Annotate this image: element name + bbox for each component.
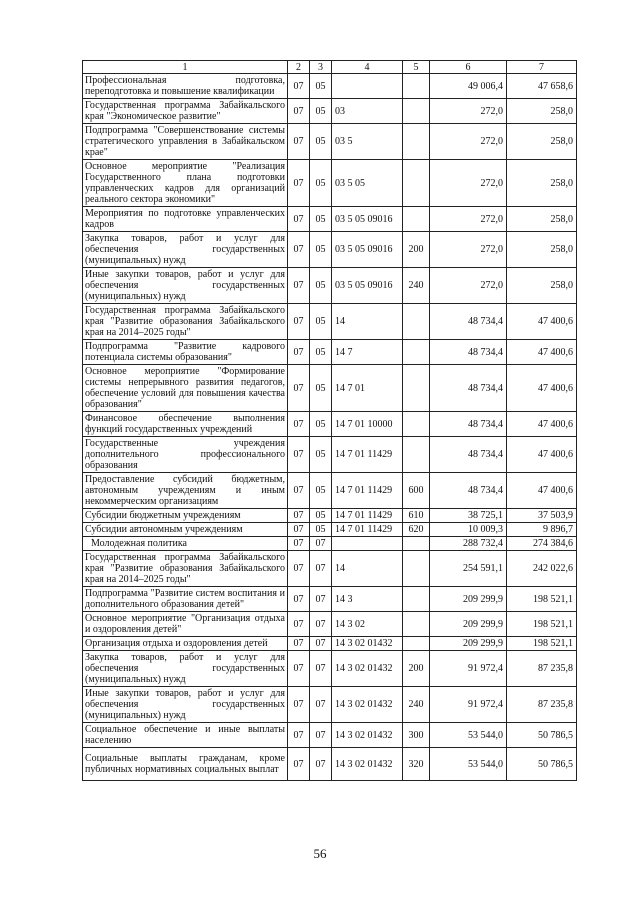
row-name: Государственная программа Забайкальского края "Развитие образования Забайкальского края на 2014–2025 годы" bbox=[83, 304, 288, 340]
row-expense-type bbox=[403, 412, 430, 437]
row-section: 07 bbox=[288, 651, 310, 687]
row-subsection: 05 bbox=[310, 74, 332, 99]
row-subsection: 07 bbox=[310, 723, 332, 748]
row-name: Закупка товаров, работ и услуг для обеспечения государственных (муниципальных) нужд bbox=[83, 232, 288, 268]
row-expense-type bbox=[403, 637, 430, 651]
row-subsection: 05 bbox=[310, 473, 332, 509]
row-section: 07 bbox=[288, 74, 310, 99]
row-target-code: 14 7 01 10000 bbox=[332, 412, 403, 437]
row-amount-2: 258,0 bbox=[507, 232, 577, 268]
row-amount-2: 47 400,6 bbox=[507, 304, 577, 340]
row-name: Мероприятия по подготовке управленческих кадров bbox=[83, 207, 288, 232]
row-section: 07 bbox=[288, 612, 310, 637]
table-row bbox=[83, 160, 577, 207]
row-amount-2: 258,0 bbox=[507, 99, 577, 124]
table-row bbox=[83, 612, 577, 637]
row-section: 07 bbox=[288, 523, 310, 537]
row-expense-type: 240 bbox=[403, 687, 430, 723]
row-target-code: 14 7 01 11429 bbox=[332, 509, 403, 523]
row-name: Государственная программа Забайкальского края "Экономическое развитие" bbox=[83, 99, 288, 124]
row-subsection: 07 bbox=[310, 651, 332, 687]
row-name: Иные закупки товаров, работ и услуг для обеспечения государственных (муниципальных) нужд bbox=[83, 268, 288, 304]
table-row bbox=[83, 687, 577, 723]
row-target-code bbox=[332, 74, 403, 99]
row-subsection: 05 bbox=[310, 412, 332, 437]
col-header-2: 2 bbox=[288, 61, 310, 74]
row-name: Иные закупки товаров, работ и услуг для обеспечения государственных (муниципальных) нужд bbox=[83, 687, 288, 723]
row-subsection: 05 bbox=[310, 437, 332, 473]
row-amount-1: 48 734,4 bbox=[430, 304, 507, 340]
row-expense-type bbox=[403, 340, 430, 365]
row-section: 07 bbox=[288, 412, 310, 437]
row-section: 07 bbox=[288, 340, 310, 365]
table-row bbox=[83, 365, 577, 412]
row-amount-2: 198 521,1 bbox=[507, 637, 577, 651]
table-row bbox=[83, 124, 577, 160]
row-name: Основное мероприятие "Формирование системы непрерывного развития педагогов, обеспечение условий для повышения качества образования" bbox=[83, 365, 288, 412]
row-target-code: 03 bbox=[332, 99, 403, 124]
row-subsection: 07 bbox=[310, 687, 332, 723]
row-amount-1: 48 734,4 bbox=[430, 340, 507, 365]
table-row bbox=[83, 99, 577, 124]
row-target-code: 14 3 02 01432 bbox=[332, 723, 403, 748]
table-row bbox=[83, 509, 577, 523]
row-section: 07 bbox=[288, 551, 310, 587]
row-section: 07 bbox=[288, 587, 310, 612]
row-subsection: 07 bbox=[310, 587, 332, 612]
row-expense-type bbox=[403, 587, 430, 612]
row-subsection: 05 bbox=[310, 340, 332, 365]
row-amount-1: 209 299,9 bbox=[430, 637, 507, 651]
table-row bbox=[83, 412, 577, 437]
row-expense-type bbox=[403, 160, 430, 207]
row-name: Молодежная политика bbox=[83, 537, 288, 551]
row-name: Субсидии автономным учреждениям bbox=[83, 523, 288, 537]
col-header-3: 3 bbox=[310, 61, 332, 74]
table-row bbox=[83, 551, 577, 587]
row-name: Социальное обеспечение и иные выплаты населению bbox=[83, 723, 288, 748]
row-name: Подпрограмма "Совершенствование системы стратегического управления в Забайкальском крае" bbox=[83, 124, 288, 160]
col-header-6: 6 bbox=[430, 61, 507, 74]
col-header-7: 7 bbox=[507, 61, 577, 74]
row-amount-2: 274 384,6 bbox=[507, 537, 577, 551]
row-target-code: 14 bbox=[332, 551, 403, 587]
row-amount-2: 198 521,1 bbox=[507, 612, 577, 637]
row-amount-2: 258,0 bbox=[507, 124, 577, 160]
row-amount-1: 209 299,9 bbox=[430, 612, 507, 637]
row-amount-2: 87 235,8 bbox=[507, 651, 577, 687]
row-section: 07 bbox=[288, 473, 310, 509]
row-amount-1: 209 299,9 bbox=[430, 587, 507, 612]
row-section: 07 bbox=[288, 304, 310, 340]
row-name: Предоставление субсидий бюджетным, автономным учреждениям и иным некоммерческим организациям bbox=[83, 473, 288, 509]
table-row bbox=[83, 537, 577, 551]
row-name: Профессиональная подготовка, переподготовка и повышение квалификации bbox=[83, 74, 288, 99]
row-amount-2: 47 400,6 bbox=[507, 340, 577, 365]
row-expense-type bbox=[403, 365, 430, 412]
row-subsection: 05 bbox=[310, 232, 332, 268]
row-subsection: 05 bbox=[310, 509, 332, 523]
row-target-code: 14 3 02 01432 bbox=[332, 687, 403, 723]
row-target-code: 03 5 05 09016 bbox=[332, 232, 403, 268]
row-subsection: 05 bbox=[310, 160, 332, 207]
row-amount-2: 50 786,5 bbox=[507, 723, 577, 748]
row-expense-type: 200 bbox=[403, 232, 430, 268]
table-row bbox=[83, 437, 577, 473]
table-row bbox=[83, 268, 577, 304]
row-amount-2: 87 235,8 bbox=[507, 687, 577, 723]
row-target-code: 14 bbox=[332, 304, 403, 340]
row-target-code bbox=[332, 537, 403, 551]
table-row bbox=[83, 748, 577, 781]
row-target-code: 14 7 01 11429 bbox=[332, 523, 403, 537]
row-expense-type: 200 bbox=[403, 651, 430, 687]
row-amount-1: 38 725,1 bbox=[430, 509, 507, 523]
budget-table bbox=[82, 60, 577, 781]
row-name: Закупка товаров, работ и услуг для обеспечения государственных (муниципальных) нужд bbox=[83, 651, 288, 687]
row-expense-type: 610 bbox=[403, 509, 430, 523]
row-expense-type bbox=[403, 612, 430, 637]
row-section: 07 bbox=[288, 637, 310, 651]
row-expense-type bbox=[403, 537, 430, 551]
row-subsection: 05 bbox=[310, 268, 332, 304]
row-subsection: 07 bbox=[310, 637, 332, 651]
row-section: 07 bbox=[288, 748, 310, 781]
row-expense-type: 320 bbox=[403, 748, 430, 781]
row-amount-1: 10 009,3 bbox=[430, 523, 507, 537]
row-section: 07 bbox=[288, 124, 310, 160]
row-amount-2: 47 400,6 bbox=[507, 365, 577, 412]
row-name: Социальные выплаты гражданам, кроме публичных нормативных социальных выплат bbox=[83, 748, 288, 781]
row-amount-2: 198 521,1 bbox=[507, 587, 577, 612]
row-target-code: 03 5 05 09016 bbox=[332, 207, 403, 232]
row-amount-1: 48 734,4 bbox=[430, 365, 507, 412]
table-row bbox=[83, 651, 577, 687]
row-name: Подпрограмма "Развитие кадрового потенциала системы образования" bbox=[83, 340, 288, 365]
row-target-code: 03 5 05 09016 bbox=[332, 268, 403, 304]
row-amount-2: 258,0 bbox=[507, 268, 577, 304]
row-expense-type bbox=[403, 437, 430, 473]
row-amount-2: 37 503,9 bbox=[507, 509, 577, 523]
row-subsection: 07 bbox=[310, 537, 332, 551]
row-subsection: 07 bbox=[310, 551, 332, 587]
row-name: Подпрограмма "Развитие систем воспитания и дополнительного образования детей" bbox=[83, 587, 288, 612]
row-target-code: 03 5 bbox=[332, 124, 403, 160]
row-amount-1: 91 972,4 bbox=[430, 651, 507, 687]
col-header-1: 1 bbox=[83, 61, 288, 74]
row-subsection: 05 bbox=[310, 304, 332, 340]
row-name: Государственная программа Забайкальского края "Развитие образования Забайкальского края на 2014–2025 годы" bbox=[83, 551, 288, 587]
row-amount-2: 47 400,6 bbox=[507, 473, 577, 509]
col-header-4: 4 bbox=[332, 61, 403, 74]
row-target-code: 14 3 02 bbox=[332, 612, 403, 637]
row-expense-type bbox=[403, 304, 430, 340]
row-amount-2: 47 400,6 bbox=[507, 437, 577, 473]
table-row bbox=[83, 523, 577, 537]
row-expense-type bbox=[403, 124, 430, 160]
table-row bbox=[83, 340, 577, 365]
row-amount-2: 242 022,6 bbox=[507, 551, 577, 587]
table-row bbox=[83, 207, 577, 232]
row-amount-2: 47 400,6 bbox=[507, 412, 577, 437]
row-section: 07 bbox=[288, 723, 310, 748]
row-expense-type: 600 bbox=[403, 473, 430, 509]
row-target-code: 14 3 bbox=[332, 587, 403, 612]
row-subsection: 05 bbox=[310, 523, 332, 537]
row-subsection: 05 bbox=[310, 365, 332, 412]
row-amount-1: 288 732,4 bbox=[430, 537, 507, 551]
col-header-5: 5 bbox=[403, 61, 430, 74]
row-expense-type: 620 bbox=[403, 523, 430, 537]
row-section: 07 bbox=[288, 99, 310, 124]
row-amount-1: 272,0 bbox=[430, 160, 507, 207]
table-row bbox=[83, 304, 577, 340]
row-section: 07 bbox=[288, 437, 310, 473]
row-amount-1: 91 972,4 bbox=[430, 687, 507, 723]
row-target-code: 14 3 02 01432 bbox=[332, 637, 403, 651]
header-row bbox=[83, 61, 577, 74]
row-expense-type bbox=[403, 74, 430, 99]
row-name: Основное мероприятие "Реализация Государственного плана подготовки управленческих кадров для организаций реального сектора экономики" bbox=[83, 160, 288, 207]
row-section: 07 bbox=[288, 268, 310, 304]
row-expense-type bbox=[403, 551, 430, 587]
row-amount-1: 272,0 bbox=[430, 207, 507, 232]
row-target-code: 14 3 02 01432 bbox=[332, 651, 403, 687]
row-amount-1: 53 544,0 bbox=[430, 748, 507, 781]
row-amount-1: 272,0 bbox=[430, 232, 507, 268]
row-name: Организация отдыха и оздоровления детей bbox=[83, 637, 288, 651]
table-row bbox=[83, 637, 577, 651]
row-target-code: 14 7 bbox=[332, 340, 403, 365]
row-amount-1: 254 591,1 bbox=[430, 551, 507, 587]
row-subsection: 05 bbox=[310, 124, 332, 160]
row-name: Финансовое обеспечение выполнения функций государственных учреждений bbox=[83, 412, 288, 437]
row-target-code: 14 7 01 11429 bbox=[332, 437, 403, 473]
row-amount-1: 49 006,4 bbox=[430, 74, 507, 99]
table-row bbox=[83, 74, 577, 99]
row-section: 07 bbox=[288, 160, 310, 207]
row-expense-type bbox=[403, 207, 430, 232]
row-subsection: 05 bbox=[310, 99, 332, 124]
row-expense-type: 240 bbox=[403, 268, 430, 304]
row-amount-2: 50 786,5 bbox=[507, 748, 577, 781]
row-section: 07 bbox=[288, 509, 310, 523]
row-amount-2: 258,0 bbox=[507, 160, 577, 207]
row-subsection: 07 bbox=[310, 612, 332, 637]
row-target-code: 14 7 01 11429 bbox=[332, 473, 403, 509]
row-amount-2: 258,0 bbox=[507, 207, 577, 232]
table-body bbox=[83, 74, 577, 781]
row-amount-2: 47 658,6 bbox=[507, 74, 577, 99]
table-row bbox=[83, 587, 577, 612]
row-amount-1: 48 734,4 bbox=[430, 437, 507, 473]
row-section: 07 bbox=[288, 232, 310, 268]
row-target-code: 03 5 05 bbox=[332, 160, 403, 207]
row-amount-1: 48 734,4 bbox=[430, 412, 507, 437]
row-section: 07 bbox=[288, 687, 310, 723]
row-amount-1: 272,0 bbox=[430, 268, 507, 304]
row-amount-1: 272,0 bbox=[430, 99, 507, 124]
row-name: Основное мероприятие "Организация отдыха и оздоровления детей" bbox=[83, 612, 288, 637]
row-amount-1: 48 734,4 bbox=[430, 473, 507, 509]
row-target-code: 14 7 01 bbox=[332, 365, 403, 412]
row-section: 07 bbox=[288, 537, 310, 551]
row-target-code: 14 3 02 01432 bbox=[332, 748, 403, 781]
table-row bbox=[83, 232, 577, 268]
row-subsection: 07 bbox=[310, 748, 332, 781]
row-name: Субсидии бюджетным учреждениям bbox=[83, 509, 288, 523]
page-number: 56 bbox=[313, 846, 327, 861]
table-row bbox=[83, 723, 577, 748]
row-section: 07 bbox=[288, 207, 310, 232]
row-amount-1: 272,0 bbox=[430, 124, 507, 160]
row-section: 07 bbox=[288, 365, 310, 412]
table-row bbox=[83, 473, 577, 509]
row-expense-type bbox=[403, 99, 430, 124]
row-amount-2: 9 896,7 bbox=[507, 523, 577, 537]
row-subsection: 05 bbox=[310, 207, 332, 232]
row-name: Государственные учреждения дополнительного профессионального образования bbox=[83, 437, 288, 473]
row-amount-1: 53 544,0 bbox=[430, 723, 507, 748]
row-expense-type: 300 bbox=[403, 723, 430, 748]
